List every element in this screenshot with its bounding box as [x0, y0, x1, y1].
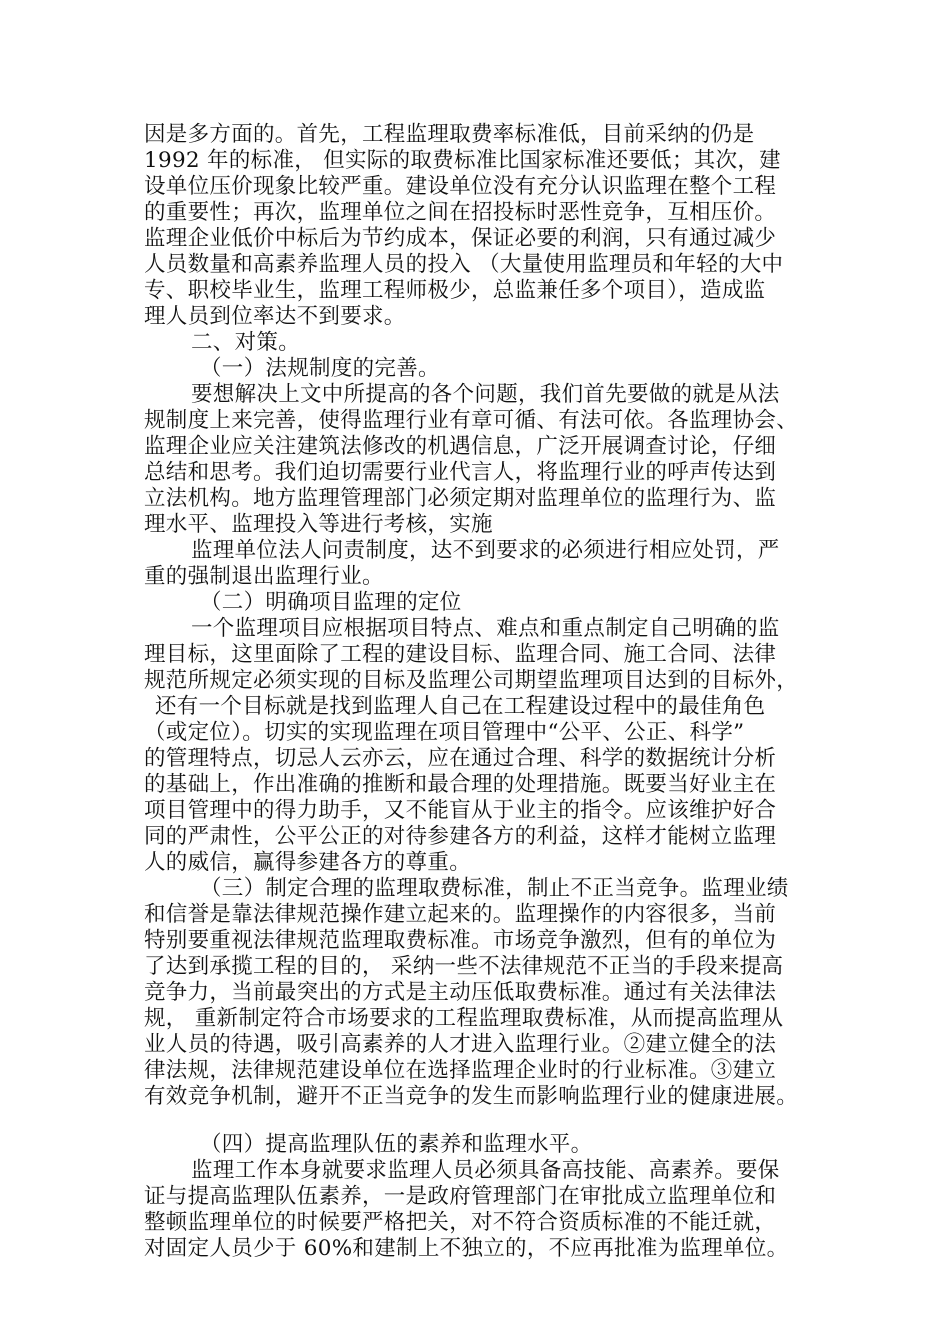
paragraph-line: 的基础上，作出准确的推断和最合理的处理措施。既要当好业主在: [144, 772, 777, 797]
paragraph-line: 理水平、监理投入等进行考核，实施: [144, 512, 493, 537]
subsection-heading: （三）制定合理的监理取费标准，制止不正当竞争。监理业绩: [200, 876, 789, 901]
paragraph-line: 监理企业低价中标后为节约成本，保证必要的利润，只有通过减少: [144, 226, 777, 251]
paragraph-line: （或定位）。切实的实现监理在项目管理中“公平、公正、科学”: [144, 720, 745, 745]
paragraph-line: 对固定人员少于 60%和建制上不独立的，不应再批准为监理单位。: [144, 1236, 789, 1261]
paragraph-line: 立法机构。地方监理管理部门必须定期对监理单位的监理行为、监: [144, 486, 777, 511]
subsection-heading: （二）明确项目监理的定位: [200, 590, 462, 615]
paragraph-line: 监理单位法人问责制度，达不到要求的必须进行相应处罚，严: [191, 538, 780, 563]
paragraph-line: 整顿监理单位的时候要严格把关，对不符合资质标准的不能迁就，: [144, 1210, 777, 1235]
section-heading: 二、对策。: [191, 330, 301, 355]
paragraph-line: 人的威信，赢得参建各方的尊重。: [144, 850, 472, 875]
paragraph-line: 一个监理项目应根据项目特点、难点和重点制定自己明确的监: [191, 616, 780, 641]
paragraph-line: 竞争力，当前最突出的方式是主动压低取费标准。通过有关法律法: [144, 980, 777, 1005]
paragraph-line: 和信誉是靠法律规范操作建立起来的。监理操作的内容很多，当前: [144, 902, 777, 927]
paragraph-line: 1992 年的标准， 但实际的取费标准比国家标准还要低；其次，建: [144, 148, 781, 173]
paragraph-line: 有效竞争机制，避开不正当竞争的发生而影响监理行业的健康进展。: [144, 1084, 799, 1109]
paragraph-line: 业人员的待遇，吸引高素养的人才进入监理行业。②建立健全的法: [144, 1032, 777, 1057]
paragraph-line: 的管理特点，切忌人云亦云，应在通过合理、科学的数据统计分析: [144, 746, 777, 771]
paragraph-line: 理目标，这里面除了工程的建设目标、监理合同、施工合同、法律: [144, 642, 777, 667]
paragraph-line: 了达到承揽工程的目的， 采纳一些不法律规范不正当的手段来提高: [144, 954, 784, 979]
paragraph-line: 证与提高监理队伍素养，一是政府管理部门在审批成立监理单位和: [144, 1184, 777, 1209]
paragraph-line: 理人员到位率达不到要求。: [144, 304, 406, 329]
paragraph-line: 特别要重视法律规范监理取费标准。市场竞争激烈，但有的单位为: [144, 928, 777, 953]
paragraph-line: 监理工作本身就要求监理人员必须具备高技能、高素养。要保: [191, 1158, 780, 1183]
paragraph-line: 律法规，法律规范建设单位在选择监理企业时的行业标准。③建立: [144, 1058, 777, 1083]
paragraph-line: 专、职校毕业生，监理工程师极少，总监兼任多个项目），造成监: [144, 278, 766, 303]
paragraph-line: 总结和思考。我们迫切需要行业代言人，将监理行业的呼声传达到: [144, 460, 777, 485]
paragraph-line: 设单位压价现象比较严重。建设单位没有充分认识监理在整个工程: [144, 174, 777, 199]
paragraph-line: 监理企业应关注建筑法修改的机遇信息，广泛开展调查讨论，仔细: [144, 434, 777, 459]
paragraph-line: 还有一个目标就是找到监理人自己在工程建设过程中的最佳角色: [155, 694, 766, 719]
paragraph-line: 人员数量和高素养监理人员的投入 （大量使用监理员和年轻的大中: [144, 252, 784, 277]
paragraph-line: 同的严肃性，公平公正的对待参建各方的利益，这样才能树立监理: [144, 824, 777, 849]
paragraph-line: 的重要性；再次，监理单位之间在招投标时恶性竞争，互相压价。: [144, 200, 777, 225]
paragraph-line: 要想解决上文中所提高的各个问题，我们首先要做的就是从法: [191, 382, 780, 407]
subsection-heading: （四）提高监理队伍的素养和监理水平。: [200, 1132, 593, 1157]
paragraph-line: 因是多方面的。首先，工程监理取费率标准低，目前采纳的仍是: [144, 122, 755, 147]
paragraph-line: 规范所规定必须实现的目标及监理公司期望监理项目达到的目标外，: [144, 668, 799, 693]
subsection-heading: （一）法规制度的完善。: [200, 356, 440, 381]
paragraph-line: 重的强制退出监理行业。: [144, 564, 384, 589]
paragraph-line: 项目管理中的得力助手，又不能盲从于业主的指令。应该维护好合: [144, 798, 777, 823]
paragraph-line: 规制度上来完善，使得监理行业有章可循、有法可依。各监理协会、: [144, 408, 799, 433]
paragraph-line: 规， 重新制定符合市场要求的工程监理取费标准，从而提高监理从: [144, 1006, 784, 1031]
